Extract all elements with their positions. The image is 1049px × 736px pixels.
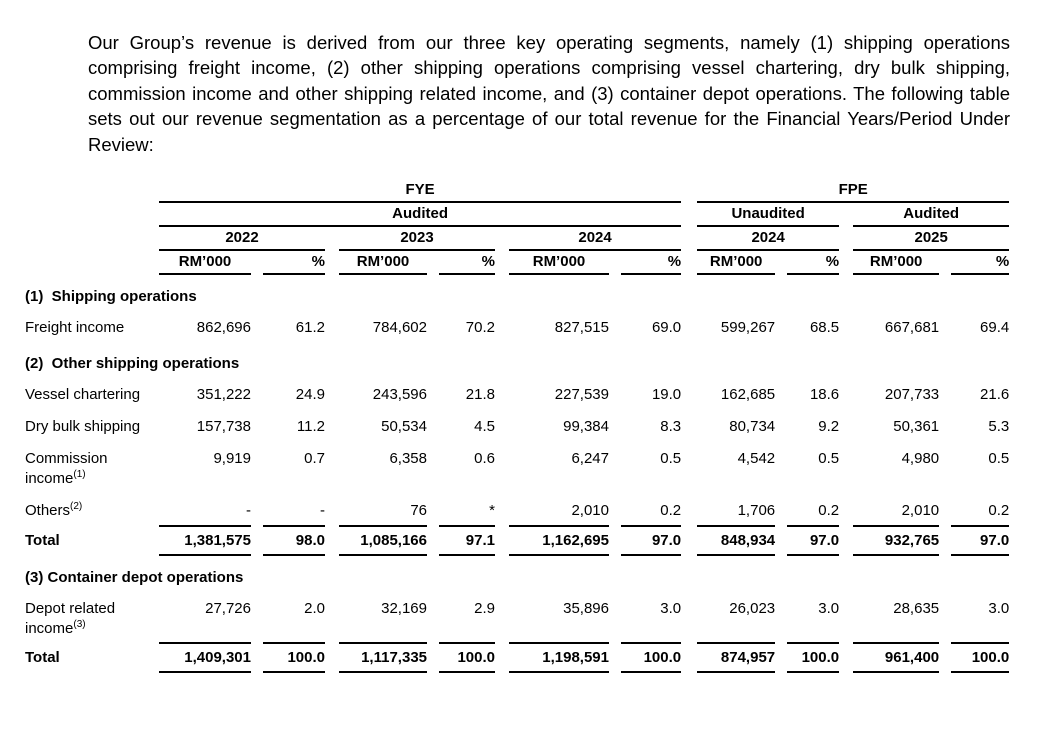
value-cell: 69.0 — [651, 319, 682, 337]
value-cell: 667,681 — [884, 319, 940, 337]
header-rm000: RM’000 — [339, 250, 427, 274]
value-cell: 97.0 — [787, 526, 839, 555]
total-row — [25, 526, 1009, 555]
value-cell: 18.6 — [809, 386, 840, 404]
spacer-cell — [325, 310, 339, 342]
header-fpe-unaudited: Unaudited — [697, 202, 839, 226]
spacer-cell — [325, 493, 339, 526]
spacer-cell — [681, 526, 697, 555]
spacer-cell — [495, 226, 509, 250]
section-label: (2) Other shipping operations — [25, 355, 240, 373]
row-label-text: Depot related income — [25, 600, 116, 638]
spacer-cell — [609, 377, 621, 409]
spacer-cell — [939, 441, 951, 493]
spacer-cell — [775, 526, 787, 555]
spacer-cell — [775, 409, 787, 441]
value-cell: 874,957 — [697, 643, 775, 672]
row-label — [25, 526, 159, 555]
header-period-row — [25, 179, 1009, 202]
value-cell: 227,539 — [554, 386, 609, 404]
row-label-text: Others — [25, 502, 71, 520]
value-cell: - — [320, 502, 325, 520]
value-cell: 1,381,575 — [159, 526, 251, 555]
spacer-cell — [775, 310, 787, 342]
value-cell: 61.2 — [295, 319, 325, 337]
spacer-cell — [609, 526, 621, 555]
spacer-cell — [939, 526, 951, 555]
spacer-cell — [495, 250, 509, 274]
value-cell: 1,706 — [737, 502, 776, 520]
value-cell: 24.9 — [295, 386, 325, 404]
spacer-cell — [775, 377, 787, 409]
row-label-text: Total — [25, 532, 60, 550]
value-cell: 3.0 — [818, 600, 840, 618]
spacer-cell — [939, 250, 951, 274]
spacer-cell — [427, 526, 439, 555]
section-row — [25, 555, 1009, 591]
value-cell: 35,896 — [563, 600, 609, 618]
value-cell: 76 — [410, 502, 427, 520]
data-row — [25, 441, 1009, 493]
value-cell: 827,515 — [554, 319, 609, 337]
value-cell: 4,980 — [901, 450, 940, 468]
header-year-2024: 2024 — [509, 226, 681, 250]
header-empty-cell — [25, 250, 159, 274]
value-cell: 9,919 — [213, 450, 251, 468]
row-label-text: Commission income — [25, 450, 108, 488]
value-cell: 932,765 — [853, 526, 939, 555]
spacer-cell — [681, 202, 697, 226]
value-cell: 0.5 — [988, 450, 1010, 468]
header-empty-cell — [25, 202, 159, 226]
spacer-cell — [427, 441, 439, 493]
spacer-cell — [609, 409, 621, 441]
section-label: (1) Shipping operations — [25, 288, 197, 306]
spacer-cell — [775, 643, 787, 672]
spacer-cell — [325, 226, 339, 250]
header-year-2022: 2022 — [159, 226, 325, 250]
header-year-fpe-2025: 2025 — [853, 226, 1009, 250]
value-cell: 28,635 — [893, 600, 940, 618]
spacer-cell — [609, 493, 621, 526]
spacer-cell — [427, 591, 439, 643]
value-cell: 50,361 — [893, 418, 940, 436]
value-cell: 98.0 — [263, 526, 325, 555]
value-cell: 1,198,591 — [509, 643, 609, 672]
data-row — [25, 377, 1009, 409]
spacer-cell — [775, 441, 787, 493]
header-fpe: FPE — [697, 179, 1009, 202]
value-cell: 50,534 — [381, 418, 427, 436]
value-cell: 68.5 — [809, 319, 840, 337]
value-cell: 99,384 — [563, 418, 609, 436]
value-cell: 1,162,695 — [509, 526, 609, 555]
value-cell: 100.0 — [787, 643, 839, 672]
spacer-cell — [427, 643, 439, 672]
row-label-text: Dry bulk shipping — [25, 418, 141, 436]
spacer-cell — [609, 250, 621, 274]
spacer-cell — [839, 441, 853, 493]
value-cell: 2,010 — [901, 502, 940, 520]
spacer-cell — [495, 493, 509, 526]
value-cell: 100.0 — [439, 643, 495, 672]
section-row — [25, 274, 1009, 310]
header-year-fpe-2024: 2024 — [697, 226, 839, 250]
spacer-cell — [427, 409, 439, 441]
spacer-cell — [251, 526, 263, 555]
spacer-cell — [609, 310, 621, 342]
spacer-cell — [939, 643, 951, 672]
value-cell: 9.2 — [818, 418, 840, 436]
spacer-cell — [325, 441, 339, 493]
spacer-cell — [681, 591, 697, 643]
value-cell: 0.7 — [304, 450, 325, 468]
spacer-cell — [839, 643, 853, 672]
value-cell: 19.0 — [651, 386, 682, 404]
header-fye-audited: Audited — [159, 202, 681, 226]
data-row — [25, 493, 1009, 526]
value-cell: 207,733 — [884, 386, 940, 404]
footnote-ref: (1) — [73, 469, 86, 481]
spacer-cell — [839, 310, 853, 342]
value-cell: 2.0 — [304, 600, 325, 618]
spacer-cell — [495, 591, 509, 643]
value-cell: 69.4 — [980, 319, 1010, 337]
row-label-text: Vessel chartering — [25, 386, 141, 404]
value-cell: 2.9 — [474, 600, 495, 618]
value-cell: 97.0 — [621, 526, 681, 555]
spacer-cell — [325, 643, 339, 672]
spacer-cell — [939, 377, 951, 409]
value-cell: 11.2 — [296, 418, 325, 436]
row-label — [25, 643, 159, 672]
value-cell: 848,934 — [697, 526, 775, 555]
spacer-cell — [251, 310, 263, 342]
spacer-cell — [609, 643, 621, 672]
spacer-cell — [495, 643, 509, 672]
spacer-cell — [251, 250, 263, 274]
spacer-cell — [495, 526, 509, 555]
value-cell: 100.0 — [263, 643, 325, 672]
header-empty-cell — [25, 179, 159, 202]
spacer-cell — [609, 591, 621, 643]
spacer-cell — [681, 179, 697, 202]
header-audit-row — [25, 202, 1009, 226]
spacer-cell — [839, 591, 853, 643]
value-cell: 0.6 — [474, 450, 495, 468]
value-cell: 21.8 — [465, 386, 495, 404]
spacer-cell — [325, 526, 339, 555]
value-cell: 100.0 — [621, 643, 681, 672]
header-percent: % — [439, 250, 495, 274]
spacer-cell — [681, 226, 697, 250]
row-label — [25, 310, 159, 342]
spacer-cell — [681, 377, 697, 409]
header-rm000: RM’000 — [853, 250, 939, 274]
value-cell: 8.3 — [660, 418, 682, 436]
spacer-cell — [839, 377, 853, 409]
value-cell: 1,409,301 — [159, 643, 251, 672]
value-cell: 32,169 — [381, 600, 427, 618]
header-fpe-audited: Audited — [853, 202, 1009, 226]
spacer-cell — [681, 250, 697, 274]
spacer-cell — [839, 226, 853, 250]
spacer-cell — [251, 409, 263, 441]
value-cell: 97.1 — [439, 526, 495, 555]
spacer-cell — [939, 310, 951, 342]
value-cell: 4.5 — [474, 418, 495, 436]
spacer-cell — [251, 591, 263, 643]
spacer-cell — [495, 409, 509, 441]
value-cell: 6,247 — [571, 450, 609, 468]
data-row — [25, 409, 1009, 441]
row-label-text: Total — [25, 649, 60, 667]
header-rm000: RM’000 — [509, 250, 609, 274]
value-cell: 351,222 — [196, 386, 251, 404]
value-cell: 243,596 — [372, 386, 427, 404]
spacer-cell — [939, 409, 951, 441]
spacer-cell — [839, 250, 853, 274]
spacer-cell — [325, 591, 339, 643]
spacer-cell — [681, 409, 697, 441]
header-rm000: RM’000 — [159, 250, 251, 274]
spacer-cell — [839, 409, 853, 441]
spacer-cell — [251, 643, 263, 672]
section-label: (3) Container depot operations — [25, 569, 244, 587]
value-cell: 162,685 — [720, 386, 776, 404]
value-cell: 6,358 — [389, 450, 427, 468]
section-row — [25, 342, 1009, 377]
spacer-cell — [495, 310, 509, 342]
value-cell: 0.5 — [660, 450, 682, 468]
spacer-cell — [251, 493, 263, 526]
value-cell: 784,602 — [372, 319, 427, 337]
value-cell: 27,726 — [205, 600, 251, 618]
header-year-row — [25, 226, 1009, 250]
spacer-cell — [681, 643, 697, 672]
value-cell: 1,085,166 — [339, 526, 427, 555]
row-label — [25, 409, 159, 441]
value-cell: 0.2 — [818, 502, 840, 520]
data-row — [25, 310, 1009, 342]
value-cell: 0.2 — [660, 502, 682, 520]
header-percent: % — [263, 250, 325, 274]
table-body — [25, 274, 1009, 672]
value-cell: 0.2 — [988, 502, 1010, 520]
value-cell: 599,267 — [720, 319, 776, 337]
spacer-cell — [495, 441, 509, 493]
value-cell: * — [489, 502, 495, 520]
header-unit-row — [25, 250, 1009, 274]
spacer-cell — [839, 526, 853, 555]
header-percent: % — [621, 250, 681, 274]
spacer-cell — [251, 377, 263, 409]
header-percent: % — [951, 250, 1009, 274]
value-cell: 21.6 — [980, 386, 1010, 404]
header-fye: FYE — [159, 179, 681, 202]
row-label-text: Freight income — [25, 319, 125, 337]
value-cell: 97.0 — [951, 526, 1009, 555]
value-cell: - — [246, 502, 251, 520]
data-row — [25, 591, 1009, 643]
value-cell: 1,117,335 — [339, 643, 427, 672]
value-cell: 157,738 — [196, 418, 251, 436]
spacer-cell — [839, 202, 853, 226]
spacer-cell — [681, 493, 697, 526]
spacer-cell — [325, 250, 339, 274]
value-cell: 26,023 — [729, 600, 776, 618]
value-cell: 5.3 — [988, 418, 1010, 436]
spacer-cell — [839, 493, 853, 526]
spacer-cell — [775, 493, 787, 526]
value-cell: 4,542 — [737, 450, 776, 468]
revenue-segmentation-table — [25, 179, 1009, 673]
value-cell: 3.0 — [660, 600, 682, 618]
value-cell: 70.2 — [465, 319, 495, 337]
footnote-ref: (2) — [70, 501, 83, 513]
header-year-2023: 2023 — [339, 226, 495, 250]
header-rm000: RM’000 — [697, 250, 775, 274]
intro-paragraph: Our Group’s revenue is derived from our three key operating segments, namely (1) shipping operations comprising freight income, (2) other shipping operations comprising vessel chartering, dry bulk shipping, commission income and other shipping related income, and (3) container depot operations. The following table sets out our revenue segmentation as a percentage of our total revenue for the Financial Years/Period Under Review: — [88, 31, 1010, 155]
spacer-cell — [775, 591, 787, 643]
value-cell: 961,400 — [853, 643, 939, 672]
spacer-cell — [325, 377, 339, 409]
spacer-cell — [325, 409, 339, 441]
spacer-cell — [495, 377, 509, 409]
footnote-ref: (3) — [73, 619, 86, 631]
spacer-cell — [427, 493, 439, 526]
spacer-cell — [939, 591, 951, 643]
spacer-cell — [681, 310, 697, 342]
row-label — [25, 493, 159, 526]
header-percent: % — [787, 250, 839, 274]
spacer-cell — [427, 377, 439, 409]
row-label — [25, 377, 159, 409]
value-cell: 0.5 — [818, 450, 840, 468]
spacer-cell — [775, 250, 787, 274]
value-cell: 3.0 — [988, 600, 1010, 618]
value-cell: 100.0 — [951, 643, 1009, 672]
spacer-cell — [609, 441, 621, 493]
value-cell: 80,734 — [729, 418, 776, 436]
total-row — [25, 643, 1009, 672]
spacer-cell — [251, 441, 263, 493]
spacer-cell — [427, 310, 439, 342]
spacer-cell — [681, 441, 697, 493]
header-empty-cell — [25, 226, 159, 250]
value-cell: 2,010 — [571, 502, 609, 520]
row-label — [25, 441, 159, 493]
spacer-cell — [939, 493, 951, 526]
spacer-cell — [427, 250, 439, 274]
row-label — [25, 591, 159, 643]
value-cell: 862,696 — [196, 319, 251, 337]
